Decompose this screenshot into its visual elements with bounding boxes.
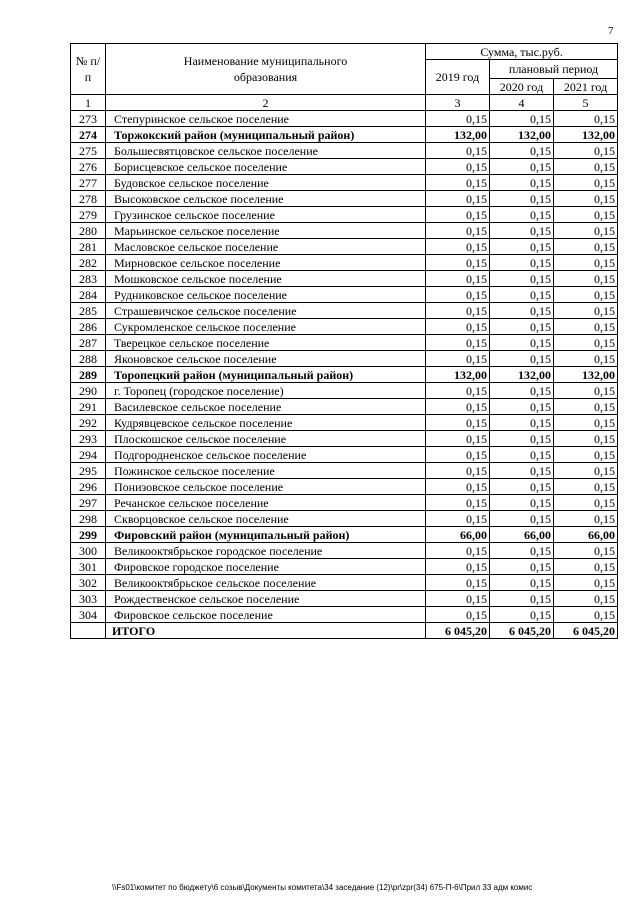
table-row	[71, 239, 618, 255]
table-row	[71, 111, 618, 127]
amount-2021: 0,15	[554, 319, 618, 335]
row-number: 277	[71, 175, 106, 191]
amount-2019: 0,15	[426, 159, 490, 175]
row-number: 278	[71, 191, 106, 207]
amount-2019: 0,15	[426, 399, 490, 415]
amount-2020: 0,15	[490, 383, 554, 399]
amount-2021: 0,15	[554, 287, 618, 303]
amount-2020: 0,15	[490, 223, 554, 239]
amount-2019: 0,15	[426, 111, 490, 127]
amount-2021: 0,15	[554, 111, 618, 127]
table-row	[71, 575, 618, 591]
amount-2020: 0,15	[490, 207, 554, 223]
row-number: 285	[71, 303, 106, 319]
amount-2021: 0,15	[554, 255, 618, 271]
amount-2021: 0,15	[554, 575, 618, 591]
amount-2020: 0,15	[490, 447, 554, 463]
table-row	[71, 191, 618, 207]
municipality-name: Великооктябрьское сельское поселение	[106, 575, 426, 591]
row-number: 281	[71, 239, 106, 255]
table-row	[71, 319, 618, 335]
amount-2020: 0,15	[490, 287, 554, 303]
table-row	[71, 383, 618, 399]
amount-2021: 0,15	[554, 495, 618, 511]
amount-2020: 0,15	[490, 543, 554, 559]
municipality-name: Степуринское сельское поселение	[106, 111, 426, 127]
row-number: 297	[71, 495, 106, 511]
total-row	[71, 623, 618, 639]
amount-2019: 0,15	[426, 543, 490, 559]
row-number: 302	[71, 575, 106, 591]
row-number: 289	[71, 367, 106, 383]
amount-2019: 0,15	[426, 607, 490, 623]
row-number: 295	[71, 463, 106, 479]
row-number: 294	[71, 447, 106, 463]
municipality-name: Мошковское сельское поселение	[106, 271, 426, 287]
row-number: 286	[71, 319, 106, 335]
table-row	[71, 207, 618, 223]
row-number: 304	[71, 607, 106, 623]
municipality-name: г. Торопец (городское поселение)	[106, 383, 426, 399]
amount-2019: 0,15	[426, 287, 490, 303]
amount-2021: 0,15	[554, 271, 618, 287]
municipality-name: Борисцевское сельское поселение	[106, 159, 426, 175]
amount-2019: 0,15	[426, 207, 490, 223]
municipality-name: Торжокский район (муниципальный район)	[106, 127, 426, 143]
table-row	[71, 159, 618, 175]
municipality-name: Высоковское сельское поселение	[106, 191, 426, 207]
amount-2021: 0,15	[554, 399, 618, 415]
amount-2020: 0,15	[490, 191, 554, 207]
table-row	[71, 143, 618, 159]
amount-2020: 0,15	[490, 415, 554, 431]
amount-2021: 0,15	[554, 607, 618, 623]
amount-2020: 0,15	[490, 463, 554, 479]
header-year2: 2020 год	[490, 79, 554, 95]
amount-2021: 0,15	[554, 463, 618, 479]
municipality-name: Тверецкое сельское поселение	[106, 335, 426, 351]
amount-2019: 0,15	[426, 335, 490, 351]
amount-2020: 0,15	[490, 575, 554, 591]
amount-2019: 0,15	[426, 255, 490, 271]
header-planned-period: плановый период	[490, 60, 618, 79]
header-year1: 2019 год	[426, 60, 490, 95]
row-number: 280	[71, 223, 106, 239]
amount-2021: 0,15	[554, 383, 618, 399]
amount-2020: 0,15	[490, 495, 554, 511]
amount-2021: 132,00	[554, 367, 618, 383]
municipality-name: Марьинское сельское поселение	[106, 223, 426, 239]
total-num-cell	[71, 623, 106, 639]
table-row	[71, 335, 618, 351]
amount-2021: 0,15	[554, 351, 618, 367]
amount-2020: 0,15	[490, 143, 554, 159]
amount-2020: 0,15	[490, 559, 554, 575]
table-row	[71, 495, 618, 511]
header-year3: 2021 год	[554, 79, 618, 95]
amount-2019: 0,15	[426, 271, 490, 287]
total-2021: 6 045,20	[554, 623, 618, 639]
index-2: 2	[106, 95, 426, 111]
row-number: 274	[71, 127, 106, 143]
table-row	[71, 351, 618, 367]
table-row	[71, 127, 618, 143]
table-row	[71, 367, 618, 383]
amount-2019: 66,00	[426, 527, 490, 543]
table-row	[71, 559, 618, 575]
amount-2019: 0,15	[426, 463, 490, 479]
amount-2019: 0,15	[426, 383, 490, 399]
row-number: 276	[71, 159, 106, 175]
amount-2019: 0,15	[426, 191, 490, 207]
table-row	[71, 399, 618, 415]
municipality-name: Фировское городское поселение	[106, 559, 426, 575]
header-sum: Сумма, тыс.руб.	[426, 44, 618, 60]
amount-2019: 0,15	[426, 175, 490, 191]
amount-2019: 0,15	[426, 495, 490, 511]
total-2020: 6 045,20	[490, 623, 554, 639]
amount-2021: 0,15	[554, 143, 618, 159]
amount-2019: 132,00	[426, 127, 490, 143]
amount-2021: 0,15	[554, 159, 618, 175]
municipality-name: Мирновское сельское поселение	[106, 255, 426, 271]
amount-2020: 0,15	[490, 607, 554, 623]
amount-2021: 0,15	[554, 239, 618, 255]
amount-2020: 0,15	[490, 319, 554, 335]
amount-2021: 0,15	[554, 415, 618, 431]
amount-2019: 0,15	[426, 319, 490, 335]
index-5: 5	[554, 95, 618, 111]
municipality-name: Яконовское сельское поселение	[106, 351, 426, 367]
municipality-name: Рудниковское сельское поселение	[106, 287, 426, 303]
row-number: 303	[71, 591, 106, 607]
municipality-name: Василевское сельское поселение	[106, 399, 426, 415]
amount-2019: 0,15	[426, 303, 490, 319]
amount-2020: 0,15	[490, 271, 554, 287]
header-num: № п/п	[71, 44, 106, 95]
row-number: 299	[71, 527, 106, 543]
municipality-name: Кудрявцевское сельское поселение	[106, 415, 426, 431]
total-2019: 6 045,20	[426, 623, 490, 639]
amount-2021: 0,15	[554, 543, 618, 559]
table-row	[71, 287, 618, 303]
amount-2021: 66,00	[554, 527, 618, 543]
amount-2021: 0,15	[554, 559, 618, 575]
municipality-name: Большесвятцовское сельское поселение	[106, 143, 426, 159]
amount-2021: 0,15	[554, 191, 618, 207]
total-label: ИТОГО	[106, 623, 426, 639]
row-number: 293	[71, 431, 106, 447]
amount-2021: 0,15	[554, 479, 618, 495]
table-row	[71, 431, 618, 447]
amount-2019: 0,15	[426, 447, 490, 463]
amount-2020: 0,15	[490, 511, 554, 527]
municipality-name: Фировский район (муниципальный район)	[106, 527, 426, 543]
amount-2019: 0,15	[426, 559, 490, 575]
table-row	[71, 607, 618, 623]
municipality-name: Торопецкий район (муниципальный район)	[106, 367, 426, 383]
amount-2020: 0,15	[490, 399, 554, 415]
table-row	[71, 527, 618, 543]
budget-table	[70, 43, 618, 639]
amount-2019: 0,15	[426, 591, 490, 607]
row-number: 288	[71, 351, 106, 367]
index-3: 3	[426, 95, 490, 111]
amount-2021: 0,15	[554, 335, 618, 351]
amount-2021: 132,00	[554, 127, 618, 143]
amount-2020: 132,00	[490, 367, 554, 383]
amount-2019: 0,15	[426, 351, 490, 367]
row-number: 282	[71, 255, 106, 271]
row-number: 284	[71, 287, 106, 303]
municipality-name: Скворцовское сельское поселение	[106, 511, 426, 527]
amount-2021: 0,15	[554, 303, 618, 319]
page-number: 7	[608, 25, 614, 37]
amount-2020: 66,00	[490, 527, 554, 543]
municipality-name: Рождественское сельское поселение	[106, 591, 426, 607]
municipality-name: Понизовское сельское поселение	[106, 479, 426, 495]
amount-2021: 0,15	[554, 223, 618, 239]
municipality-name: Будовское сельское поселение	[106, 175, 426, 191]
index-1: 1	[71, 95, 106, 111]
table-row	[71, 255, 618, 271]
amount-2020: 0,15	[490, 175, 554, 191]
row-number: 291	[71, 399, 106, 415]
table-row	[71, 415, 618, 431]
municipality-name: Плоскошское сельское поселение	[106, 431, 426, 447]
row-number: 273	[71, 111, 106, 127]
municipality-name: Страшевичское сельское поселение	[106, 303, 426, 319]
amount-2020: 0,15	[490, 479, 554, 495]
amount-2020: 0,15	[490, 239, 554, 255]
table-row	[71, 463, 618, 479]
municipality-name: Грузинское сельское поселение	[106, 207, 426, 223]
row-number: 275	[71, 143, 106, 159]
row-number: 279	[71, 207, 106, 223]
municipality-name: Речанское сельское поселение	[106, 495, 426, 511]
amount-2020: 0,15	[490, 303, 554, 319]
table-row	[71, 271, 618, 287]
amount-2020: 0,15	[490, 111, 554, 127]
table-row	[71, 479, 618, 495]
amount-2021: 0,15	[554, 511, 618, 527]
amount-2021: 0,15	[554, 207, 618, 223]
amount-2019: 132,00	[426, 367, 490, 383]
amount-2021: 0,15	[554, 431, 618, 447]
municipality-name: Подгородненское сельское поселение	[106, 447, 426, 463]
amount-2020: 0,15	[490, 255, 554, 271]
municipality-name: Масловское сельское поселение	[106, 239, 426, 255]
table-row	[71, 543, 618, 559]
municipality-name: Фировское сельское поселение	[106, 607, 426, 623]
amount-2021: 0,15	[554, 175, 618, 191]
amount-2020: 0,15	[490, 351, 554, 367]
amount-2020: 0,15	[490, 591, 554, 607]
table-row	[71, 591, 618, 607]
amount-2019: 0,15	[426, 223, 490, 239]
row-number: 283	[71, 271, 106, 287]
row-number: 290	[71, 383, 106, 399]
amount-2019: 0,15	[426, 415, 490, 431]
index-4: 4	[490, 95, 554, 111]
amount-2020: 0,15	[490, 431, 554, 447]
row-number: 301	[71, 559, 106, 575]
amount-2019: 0,15	[426, 143, 490, 159]
row-number: 287	[71, 335, 106, 351]
row-number: 300	[71, 543, 106, 559]
amount-2020: 0,15	[490, 159, 554, 175]
row-number: 298	[71, 511, 106, 527]
amount-2020: 0,15	[490, 335, 554, 351]
table-row	[71, 447, 618, 463]
amount-2019: 0,15	[426, 431, 490, 447]
table-row	[71, 223, 618, 239]
amount-2021: 0,15	[554, 447, 618, 463]
municipality-name: Пожинское сельское поселение	[106, 463, 426, 479]
row-number: 296	[71, 479, 106, 495]
table-row	[71, 303, 618, 319]
table-row	[71, 175, 618, 191]
file-path-footer: \\Fs01\комитет по бюджету\6 созыв\Документы комитета\34 заседание (12)\pr\zpr(34) 675-П-6\Прил 33 адм комис	[112, 883, 533, 892]
table-body	[71, 111, 618, 623]
table-row	[71, 511, 618, 527]
amount-2021: 0,15	[554, 591, 618, 607]
header-name: Наименование муниципального образования	[106, 44, 426, 95]
amount-2019: 0,15	[426, 511, 490, 527]
amount-2020: 132,00	[490, 127, 554, 143]
row-number: 292	[71, 415, 106, 431]
amount-2019: 0,15	[426, 239, 490, 255]
amount-2019: 0,15	[426, 479, 490, 495]
municipality-name: Сукромленское сельское поселение	[106, 319, 426, 335]
municipality-name: Великооктябрьское городское поселение	[106, 543, 426, 559]
amount-2019: 0,15	[426, 575, 490, 591]
